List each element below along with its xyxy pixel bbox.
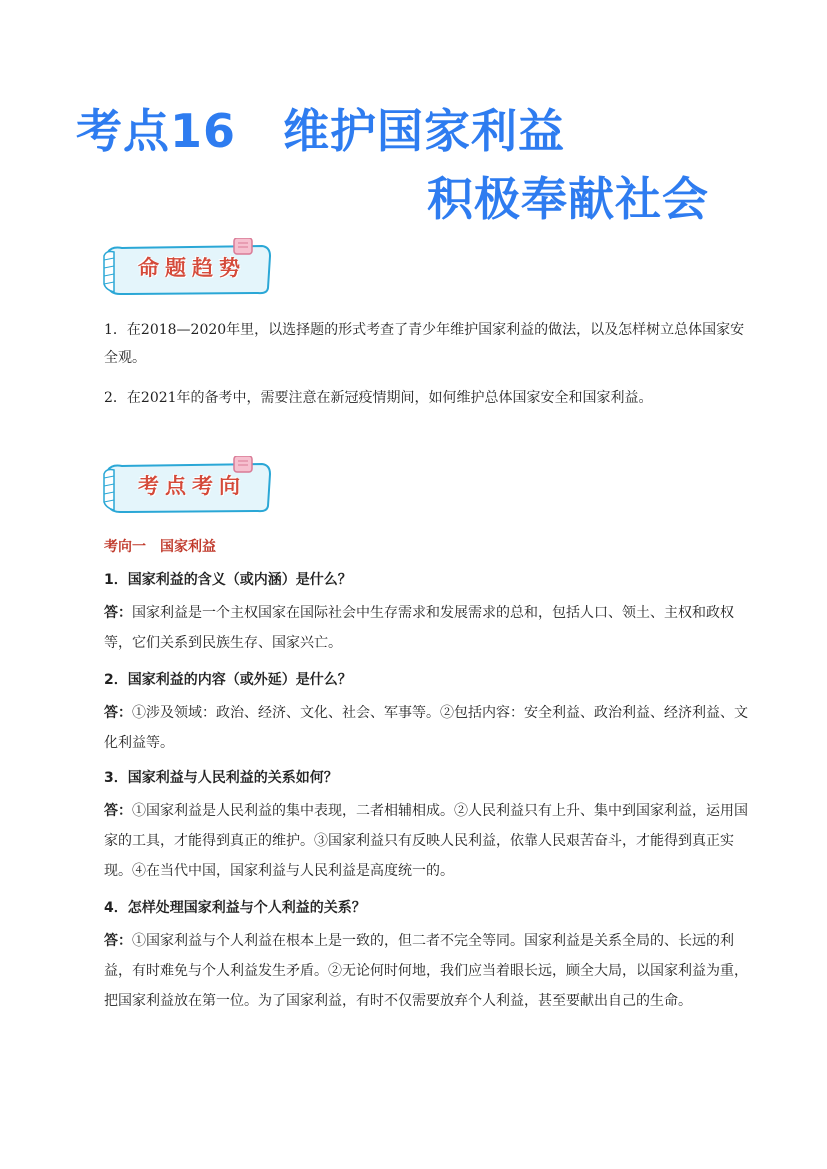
direction-banner-label: 考点考向 xyxy=(138,474,246,498)
trend-banner xyxy=(102,238,274,298)
answer-label: 答： xyxy=(104,933,132,949)
answer-text: ①国家利益与个人利益在根本上是一致的，但二者不完全等同。国家利益是关系全局的、长远的利益，有时难免与个人利益发生矛盾。②无论何时何地，我们应当着眼长远，顾全大局，以国家利益为重，把国家利益放在第一位。为了国家利益，有时不仅需要放弃个人利益，甚至要献出自己的生命。 xyxy=(104,933,748,1009)
answer-label: 答： xyxy=(104,705,132,721)
answer-2 xyxy=(104,698,753,758)
answer-1 xyxy=(104,598,753,658)
answer-4 xyxy=(104,926,753,1016)
page-title-line-1: 考点16 维护国家利益 xyxy=(76,104,566,158)
question-4: 4．怎样处理国家利益与个人利益的关系？ xyxy=(104,900,366,916)
answer-text: ①国家利益是人民利益的集中表现，二者相辅相成。②人民利益只有上升、集中到国家利益，运用国家的工具，才能得到真正的维护。③国家利益只有反映人民利益，依靠人民艰苦奋斗，才能得到真正实现。④在当代中国，国家利益与人民利益是高度统一的。 xyxy=(104,803,748,879)
trend-paragraph-2: 2．在2021年的备考中，需要注意在新冠疫情期间，如何维护总体国家安全和国家利益。 xyxy=(104,390,653,406)
section-heading: 考向一 国家利益 xyxy=(104,539,216,555)
answer-label: 答： xyxy=(104,605,132,621)
question-1: 1．国家利益的含义（或内涵）是什么？ xyxy=(104,572,352,588)
question-3: 3．国家利益与人民利益的关系如何？ xyxy=(104,770,338,786)
answer-text: 国家利益是一个主权国家在国际社会中生存需求和发展需求的总和，包括人口、领土、主权和政权等，它们关系到民族生存、国家兴亡。 xyxy=(104,605,734,651)
page-title-line-2: 积极奉献社会 xyxy=(427,172,709,226)
question-2: 2．国家利益的内容（或外延）是什么？ xyxy=(104,672,352,688)
answer-text: ①涉及领域：政治、经济、文化、社会、军事等。②包括内容：安全利益、政治利益、经济利益、文化利益等。 xyxy=(104,705,748,751)
direction-banner xyxy=(102,456,274,516)
trend-banner-label: 命题趋势 xyxy=(138,256,246,280)
answer-3 xyxy=(104,796,753,886)
trend-paragraph-1: 1．在2018—2020年里，以选择题的形式考查了青少年维护国家利益的做法，以及怎样树立总体国家安全观。 xyxy=(104,322,745,366)
answer-label: 答： xyxy=(104,803,132,819)
